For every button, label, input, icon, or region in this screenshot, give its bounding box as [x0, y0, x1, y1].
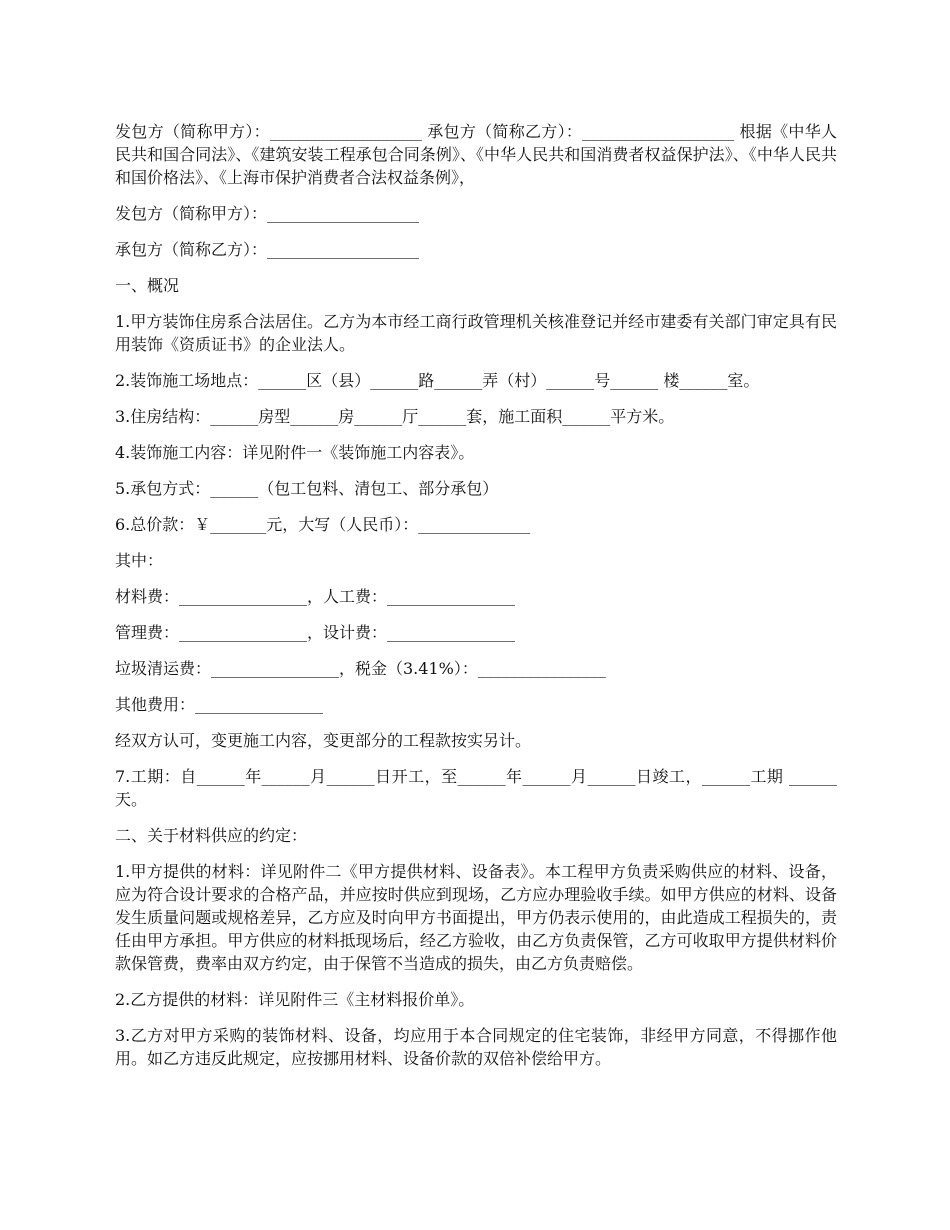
materials-clause-3: 3.乙方对甲方采购的装饰材料、设备，均应用于本合同规定的住宅装饰，非经甲方同意，不得挪作他用。如乙方违反此规定，应按挪用材料、设备价款的双倍补偿给甲方。 [115, 1026, 837, 1068]
price-breakdown-label: 其中： [115, 551, 164, 570]
clause-3-structure: 3.住房结构：______房型______房______厅______套，施工面积______平方米。 [115, 407, 675, 426]
clause-7-schedule: 7.工期：自______年______月______日开工，至______年______月______日竣工，______工期 ______天。 [115, 767, 837, 809]
clause-4-content: 4.装饰施工内容：详见附件一《装饰施工内容表》。 [115, 443, 475, 462]
section-heading-materials: 二、关于材料供应的约定： [115, 826, 308, 845]
party-a-line: 发包方（简称甲方）：___________________ [115, 204, 420, 223]
garbage-tax-fee: 垃圾清运费：________________，税金（3.41%）：________________ [115, 659, 606, 678]
party-header-paragraph: 发包方（简称甲方）：___________________ 承包方（简称乙方）：___________________ 根据《中华人民共和国合同法》、《建筑安装工程承包合同条例》、《中华人民共和国消费者权益保护法》、《中华人民共和国价格法》、《上海市保护消费者合法权益条例》， [115, 122, 837, 187]
material-labor-fee: 材料费：________________，人工费：________________ [115, 587, 516, 606]
change-note: 经双方认可，变更施工内容，变更部分的工程款按实另计。 [115, 731, 532, 750]
management-design-fee: 管理费：________________，设计费：________________ [115, 623, 516, 642]
clause-1-residence: 1.甲方装饰住房系合法居住。乙方为本市经工商行政管理机关核准登记并经市建委有关部门审定具有民用装饰《资质证书》的企业法人。 [115, 312, 837, 354]
materials-clause-1: 1.甲方提供的材料：详见附件二《甲方提供材料、设备表》。本工程甲方负责采购供应的材料、设备，应为符合设计要求的合格产品，并应按时供应到现场，乙方应办理验收手续。如甲方供应的材料、设备发生质量问题或规格差异，乙方应及时向甲方书面提出，甲方仍表示使用的，由此造成工程损失的，责任由甲方承担。甲方供应的材料抵现场后，经乙方验收，由乙方负责保管，乙方可收取甲方提供材料价款保管费，费率由双方约定，由于保管不当造成的损失，由乙方负责赔偿。 [115, 862, 837, 973]
materials-clause-2: 2.乙方提供的材料：详见附件三《主材料报价单》。 [115, 990, 475, 1009]
party-b-line: 承包方（简称乙方）：___________________ [115, 240, 420, 259]
contract-document [115, 120, 837, 1083]
section-heading-overview: 一、概况 [115, 276, 180, 295]
clause-6-total-price: 6.总价款：￥_______元，大写（人民币）：______________ [115, 515, 531, 534]
other-fee: 其他费用：________________ [115, 695, 324, 714]
clause-5-contract-mode: 5.承包方式：______（包工包料、清包工、部分承包） [115, 479, 499, 498]
clause-2-site-address: 2.装饰施工场地点：______区（县）______路______弄（村）______号______ 楼______室。 [115, 371, 760, 390]
